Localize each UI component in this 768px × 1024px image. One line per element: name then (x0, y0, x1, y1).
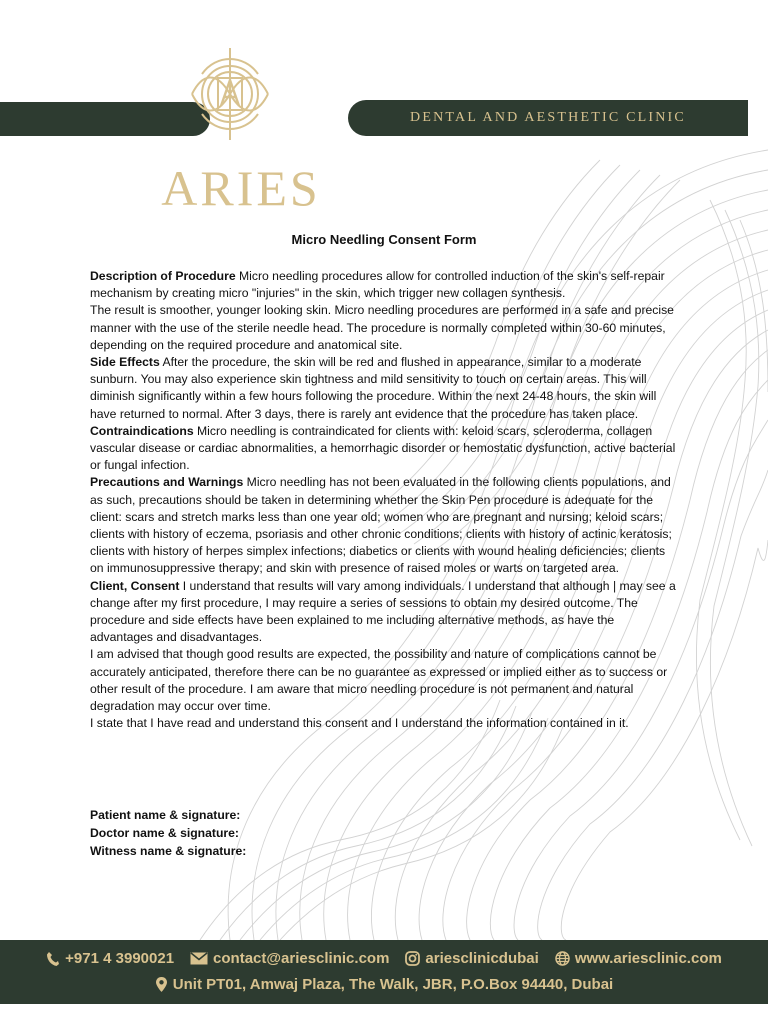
paragraph-precautions (90, 474, 680, 577)
instagram-text: ariesclinicdubai (425, 950, 539, 967)
section-text: After the procedure, the skin will be red and flushed in appearance, similar to a moderate sunburn. You may also experience skin tightness and mild sensitivity to touch on certain areas. This will diminish significantly within a few hours following the procedure. Within the next 24-48 hours, the skin will have returned to normal. After 3 days, there is rarely ant evidence that the procedure has taken place. (90, 355, 657, 421)
paragraph-statement (90, 715, 680, 732)
header-left-bar (0, 102, 210, 136)
section-heading: Side Effects (90, 355, 160, 370)
footer-address[interactable] (155, 976, 613, 993)
paragraph-client-consent (90, 578, 680, 647)
signature-block (90, 806, 246, 860)
mail-icon (190, 952, 208, 965)
section-text: Micro needling is contraindicated for clients with: keloid scars, scleroderma, collagen vascular disease or cardiac abnormalities, a hemorrhagic disorder or hemostatic dysfunction, active bacterial or fungal infection. (90, 423, 676, 473)
footer-website[interactable] (555, 950, 722, 967)
location-pin-icon (155, 976, 168, 993)
patient-signature-label: Patient name & signature: (90, 808, 241, 822)
instagram-icon (405, 951, 420, 966)
section-heading: Description of Procedure (90, 269, 236, 283)
section-heading: Client, Consent (90, 578, 180, 593)
section-text: Micro needling procedures allow for controlled induction of the skin's self-repair mechanism by creating micro "injuries" in the skin, which trigger new collagen synthesis. (90, 269, 665, 301)
paragraph-contraindications (90, 423, 680, 475)
footer-email[interactable] (190, 950, 389, 967)
brand-name: ARIES (161, 160, 321, 216)
witness-signature-label: Witness name & signature: (90, 844, 247, 858)
form-title: Micro Needling Consent Form (291, 232, 477, 247)
form-body (90, 268, 680, 732)
phone-text: +971 4 3990021 (65, 950, 175, 967)
header-right-bar (348, 100, 748, 136)
email-text: contact@ariesclinic.com (213, 950, 390, 967)
section-text: I understand that results will vary among individuals. I understand that although | may see a change after my first procedure, I may require a series of sessions to obtain my desired outcome. The procedure and side effects have been explained to me including alternative methods, as have the advantages and disadvantages. (90, 578, 676, 645)
section-text: The result is smoother, younger looking skin. Micro needling procedures are performed in a safe and precise manner with the use of the sterile needle head. The procedure is normally completed within 30-60 minutes, depending on the required procedure and anatomical site. (90, 303, 674, 352)
paragraph-description (90, 268, 680, 302)
paragraph-complications (90, 646, 680, 715)
contact-footer (0, 940, 768, 1004)
website-text: www.ariesclinic.com (574, 950, 722, 967)
paragraph-result (90, 302, 680, 354)
paragraph-side-effects (90, 354, 680, 423)
aries-logo-emblem-icon (186, 44, 274, 144)
section-text: I state that I have read and understand this consent and I understand the information contained in it. (90, 716, 629, 731)
doctor-signature-label: Doctor name & signature: (90, 826, 239, 840)
section-text: I am advised that though good results are expected, the possibility and nature of complications cannot be accurately anticipated, therefore there can be no guarantee as expressed or implied either as to success or other result of the procedure. I am aware that micro needling procedure is not permanent and natural degradation may occur over time. (90, 647, 668, 714)
section-text: Micro needling has not been evaluated in the following clients populations, and as such, precautions should be taken in determining whether the Skin Pen procedure is adequate for the client: scars and stretch marks less than one year old; women who are pregnant and nursing; keloid scars; clients with history of eczema, psoriasis and other chronic conditions; clients with history of actinic keratosis; clients with history of herpes simplex infections; diabetics or clients with wound healing deficiencies; clients on immunosuppressive therapy; and skin with presence of raised moles or warts on targeted area. (90, 475, 672, 576)
footer-contact-row (0, 950, 768, 967)
footer-instagram[interactable] (405, 950, 538, 967)
clinic-type-label: DENTAL AND AESTHETIC CLINIC (410, 110, 686, 125)
section-heading: Contraindications (90, 423, 194, 438)
footer-address-row (0, 976, 768, 993)
section-heading: Precautions and Warnings (90, 475, 244, 490)
globe-icon (555, 951, 570, 966)
phone-icon (46, 951, 60, 967)
footer-phone[interactable] (46, 950, 174, 967)
address-text: Unit PT01, Amwaj Plaza, The Walk, JBR, P.O.Box 94440, Dubai (172, 976, 614, 993)
